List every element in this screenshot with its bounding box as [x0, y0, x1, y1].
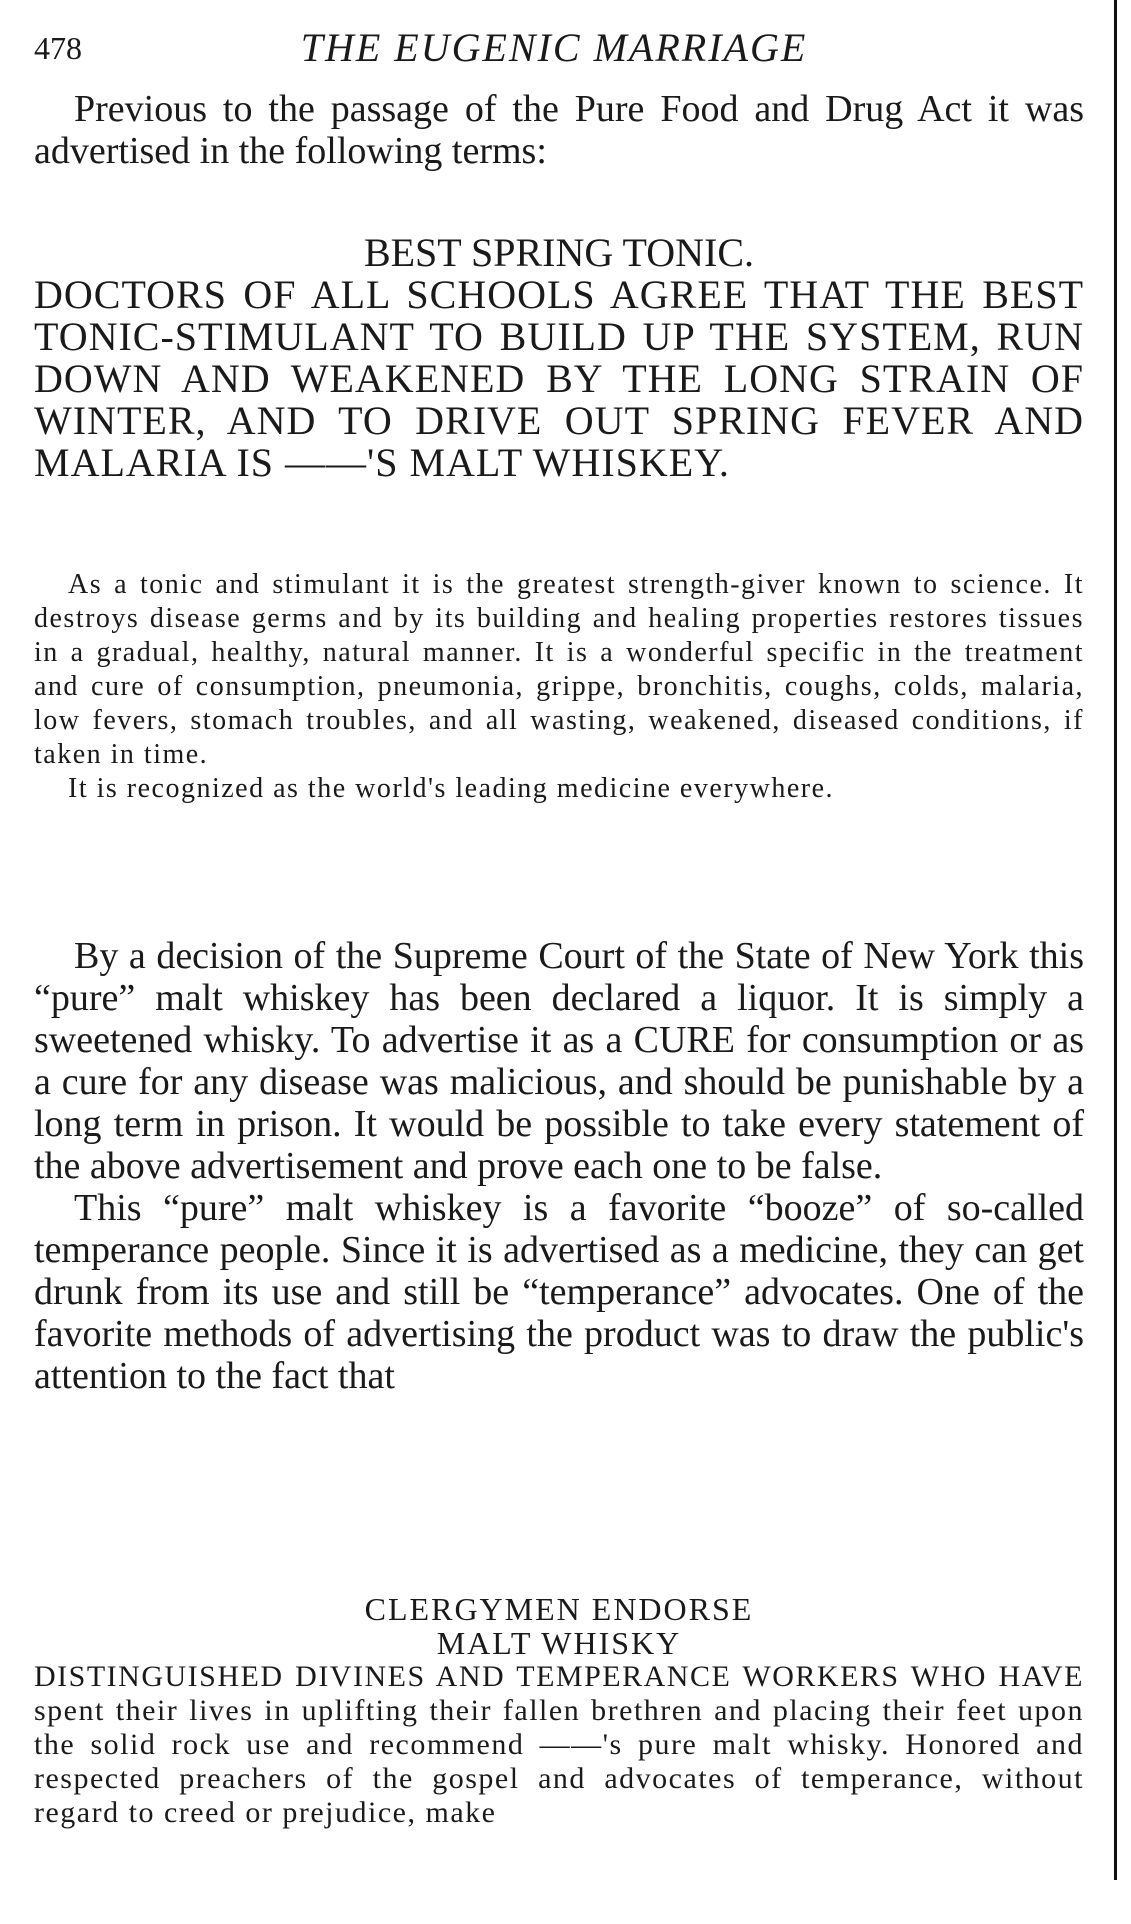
advertisement-small-print [34, 568, 1084, 806]
running-title: THE EUGENIC MARRIAGE [300, 25, 808, 70]
page-number: 478 [34, 30, 82, 66]
intro-section [34, 88, 1084, 172]
intro-paragraph: Previous to the passage of the Pure Food and Drug Act it was advertised in the following terms: [34, 88, 1084, 172]
ad-body-text: DISTINGUISHED DIVINES AND TEMPERANCE WORKERS WHO HAVE spent their lives in uplifting their fallen brethren and placing their feet upon the solid rock use and recommend ——'s pure malt whisky. Honored and respected preachers of the gospel and advocates of temperance, without regard to creed or prejudice, make [34, 1660, 1084, 1829]
commentary-paragraph: By a decision of the Supreme Court of the State of New York this “pure” malt whiskey has been declared a liquor. It is simply a sweetened whisky. To advertise it as a CURE for consumption or as a cure for any disease was malicious, and should be punishable by a long term in prison. It would be possible to take every statement of the above advertisement and prove each one to be false. [34, 935, 1084, 1187]
commentary-section [34, 935, 1084, 1397]
ad-small-paragraph: It is recognized as the world's leading medicine everywhere. [68, 773, 835, 804]
page-edge-rule [1114, 0, 1117, 1880]
commentary-paragraph: This “pure” malt whiskey is a favorite “booze” of so-called temperance people. Since it is advertised as a medicine, they can get drunk from its use and still be “temperance” advocates. One of the favorite methods of advertising the product was to draw the public's attention to the fact that [34, 1187, 1084, 1397]
ad-headline: CLERGYMEN ENDORSE [364, 1591, 754, 1627]
page-header [34, 24, 1074, 74]
ad-headline: MALT WHISKY [436, 1625, 682, 1661]
advertisement-spring-tonic [34, 232, 1084, 484]
ad-caps-text: DOCTORS OF ALL SCHOOLS AGREE THAT THE BEST TONIC-STIMULANT TO BUILD UP THE SYSTEM, RUN DOWN AND WEAKENED BY THE LONG STRAIN OF WINTER, AND TO DRIVE OUT SPRING FEVER AND MALARIA IS ——'S MALT WHISKEY. [34, 272, 1084, 485]
advertisement-clergymen [34, 1592, 1084, 1830]
ad-small-paragraph: As a tonic and stimulant it is the greatest strength-giver known to science. It destroys disease germs and by its building and healing properties restores tissues in a gradual, healthy, natural manner. It is a wonderful specific in the treatment and cure of consumption, pneumonia, grippe, bronchitis, coughs, colds, malaria, low fevers, stomach troubles, and all wasting, weakened, diseased conditions, if taken in time. [34, 569, 1084, 770]
ad-headline: BEST SPRING TONIC. [363, 230, 755, 275]
